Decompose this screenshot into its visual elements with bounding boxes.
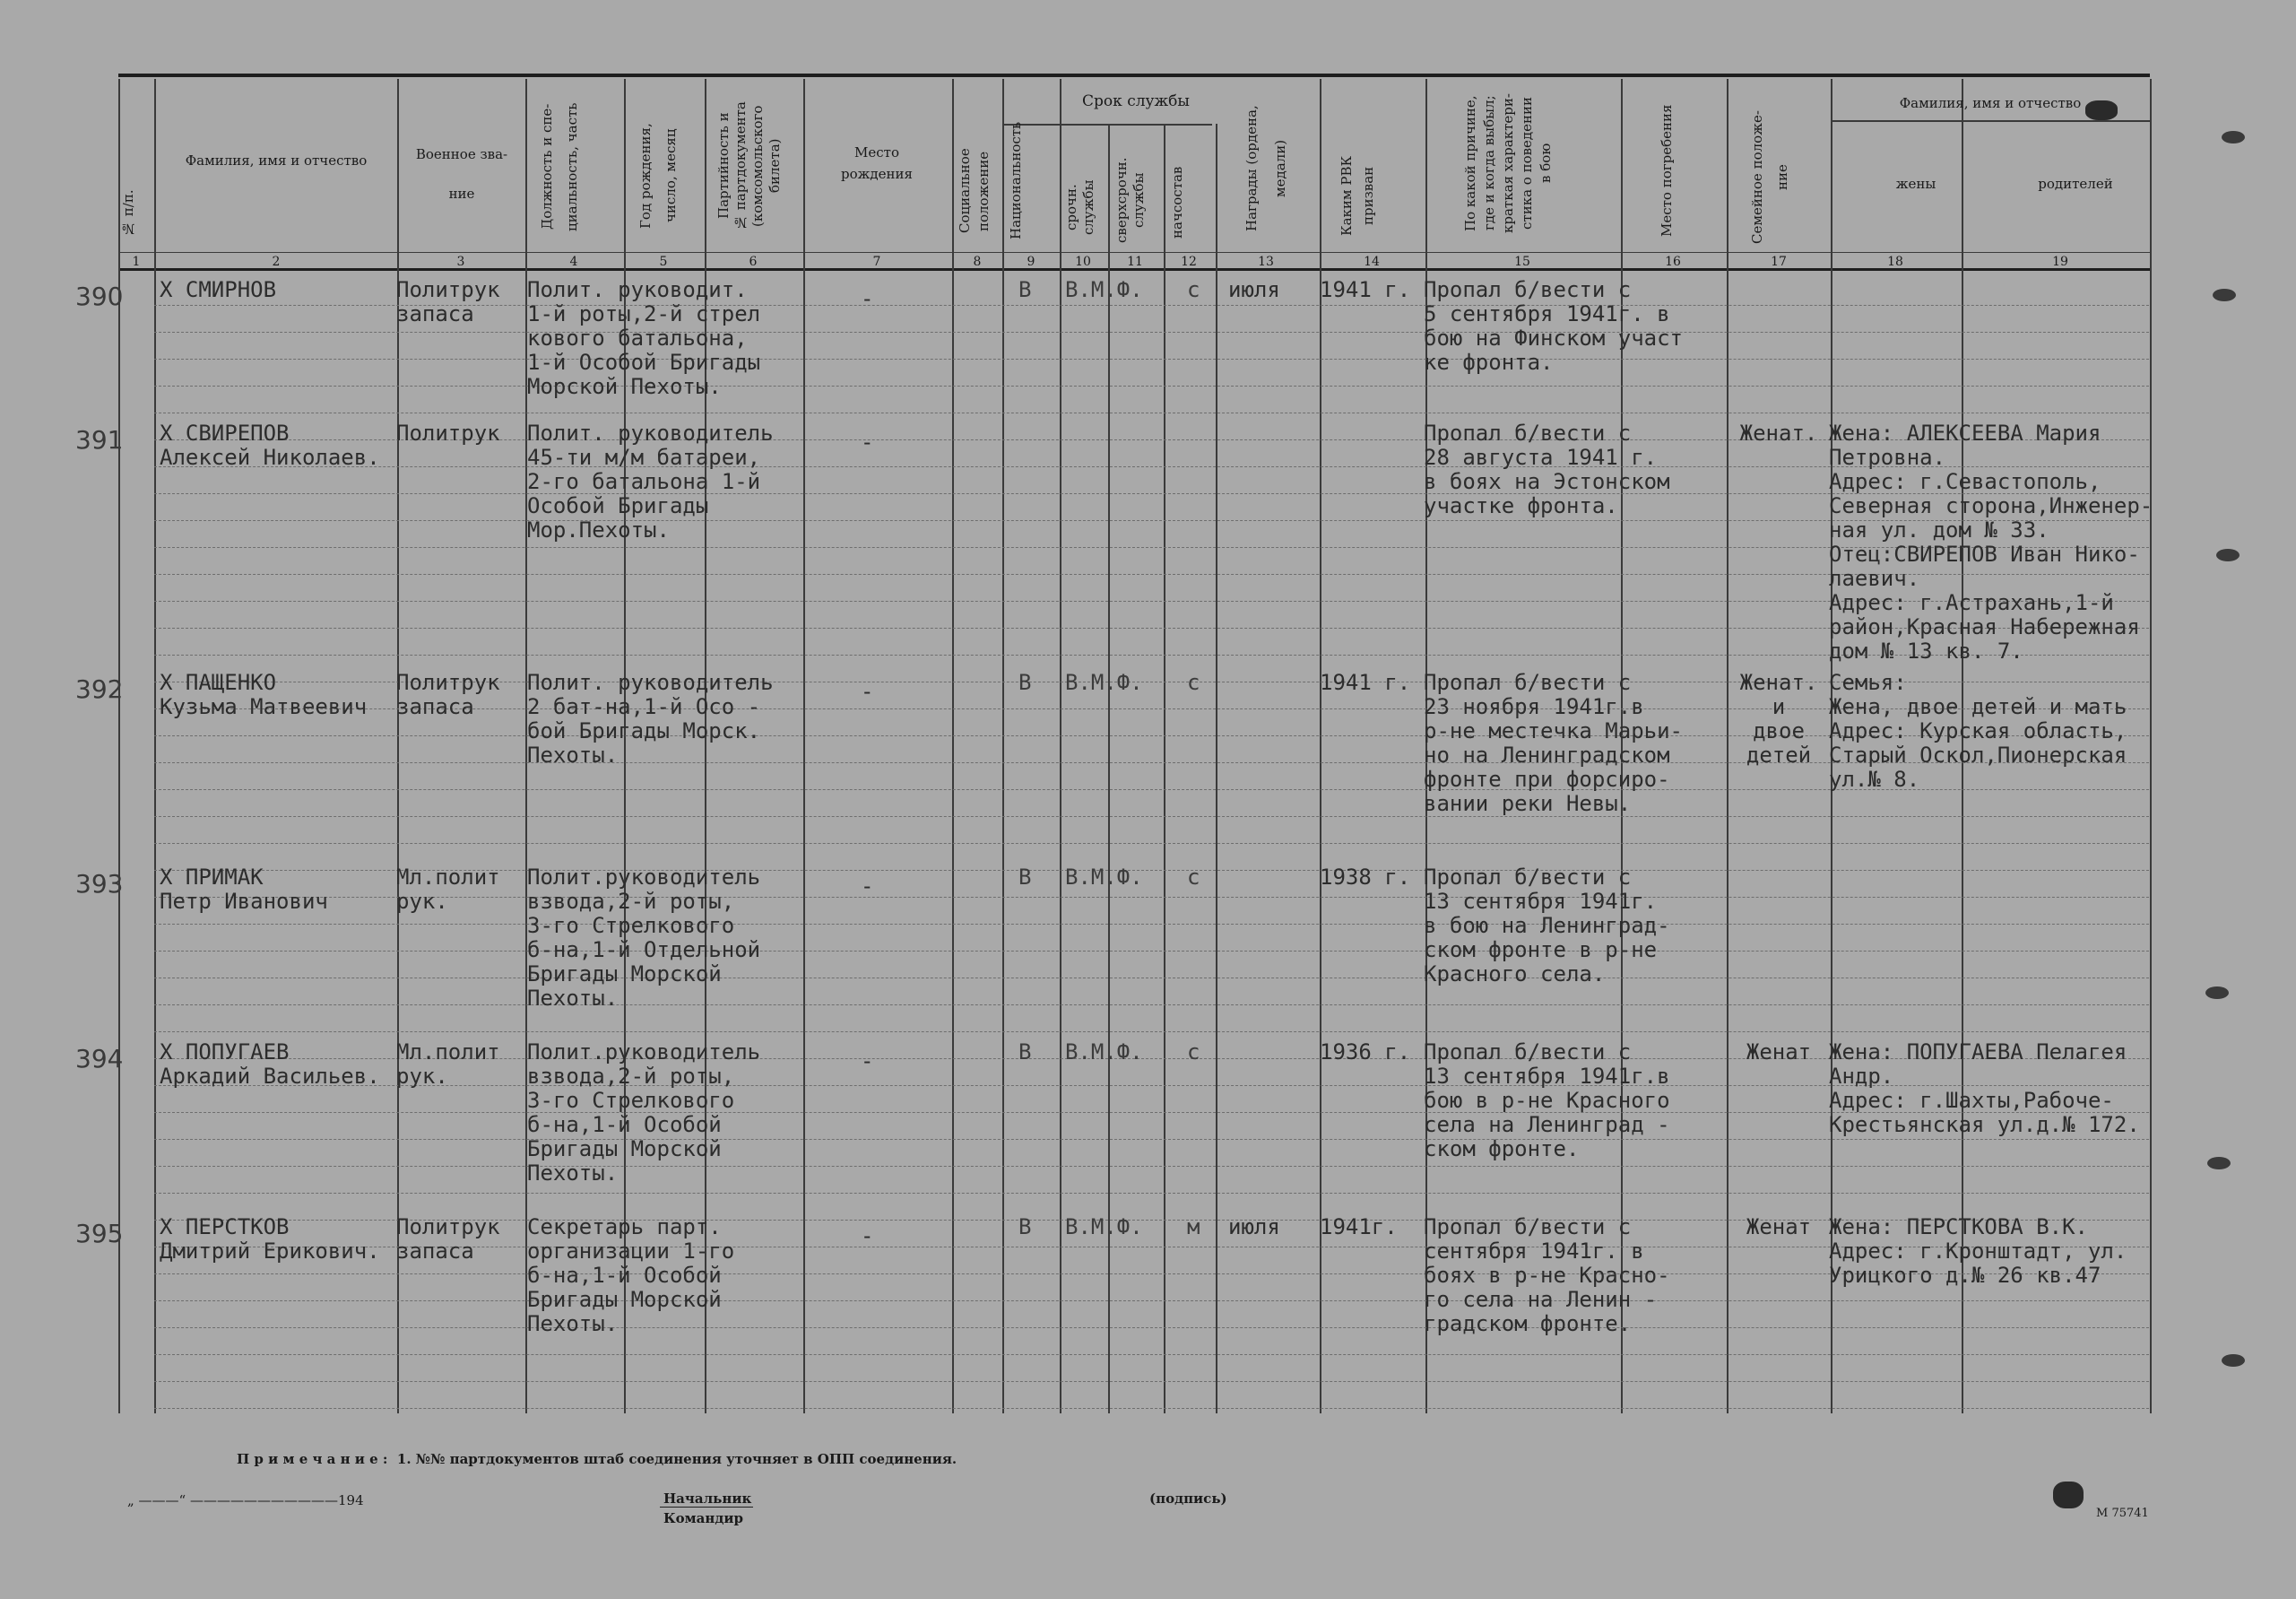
record-relatives: Жена: АЛЕКСЕЕВА Мария Петровна. Адрес: г.Севастополь, Северная сторона,Инженер- ная ул. дом № 33. Отец:СВИРЕПОВ Иван Нико- лаевич. Адрес: г.Астрахань,1-й район,Красная Набережная дом № 13 кв. 7. [1829, 421, 2153, 664]
header-nationality: Национальность [1008, 121, 1024, 239]
column-number: 18 [1887, 255, 1903, 269]
binder-hole [2207, 1157, 2231, 1169]
header-service-term: Срок службы [1082, 92, 1190, 110]
ruling-line [154, 386, 2149, 387]
record-family: Женат [1746, 1039, 1812, 1065]
record-post: Полит. руководитель 45-ти м/м батареи, 2-го батальона 1-й Особой Бригады Мор.Пехоты. [527, 421, 774, 543]
record-name: Х ПРИМАК Петр Иванович [160, 865, 328, 914]
header-rvk: Каким РВК призван [1339, 155, 1376, 236]
record-post: Полит. руководитель 2 бат-на,1-й Осо - бой Бригады Морск. Пехоты. [527, 670, 774, 768]
column-number: 6 [749, 255, 758, 269]
footer-stamp: М 75741 [2096, 1507, 2149, 1520]
ruling-line [154, 1300, 2149, 1301]
header-officer: начсостав [1169, 166, 1185, 239]
record-nach: м [1187, 1214, 1200, 1239]
column-number: 16 [1665, 255, 1681, 269]
binder-hole [2216, 549, 2240, 561]
column-number: 12 [1181, 255, 1197, 269]
fio-subheader-line [1831, 120, 2150, 122]
column-divider [1060, 79, 1061, 1413]
header-birthplace: Место рождения [840, 144, 913, 182]
column-divider [154, 79, 156, 1413]
footer-fraction-line [660, 1507, 753, 1508]
ruling-line [154, 1354, 2149, 1355]
record-rank: Политрук запаса [396, 670, 500, 719]
record-srok: В.М.Ф. [1065, 1214, 1143, 1239]
column-number: 2 [272, 255, 281, 269]
ruling-line [154, 359, 2149, 360]
record-no: 394 [75, 1044, 124, 1073]
record-family: Женат. [1739, 421, 1818, 446]
header-awards: Награды (ордена, медали) [1243, 105, 1288, 232]
record-nach: с [1187, 670, 1200, 695]
record-year: 1938 г. [1320, 865, 1411, 890]
binder-hole [2222, 1354, 2245, 1367]
column-number: 1 [132, 255, 141, 269]
record-rank: Мл.полит рук. [396, 865, 500, 914]
record-post: Полит.руководитель взвода,2-й роты, 3-го Стрелкового б-на,1-й Особой Бригады Морской Пехоты. [527, 1039, 761, 1186]
record-no: 395 [75, 1219, 124, 1248]
record-year: 1941 г. [1320, 277, 1411, 302]
header-reason: По какой причине, где и когда выбыл; краткая характери- стика о поведении в бою [1462, 93, 1554, 233]
record-birthplace: - [861, 679, 874, 704]
column-divider [803, 79, 805, 1413]
record-post: Полит. руководит. 1-й роты,2-й стрел кового батальона, 1-й Особой Бригады Морской Пехоты. [527, 277, 761, 399]
column-divider [118, 79, 120, 1413]
record-year: 1941г. [1320, 1214, 1398, 1239]
record-name: Х СМИРНОВ [160, 277, 277, 302]
record-birthplace: - [861, 1048, 874, 1073]
header-relatives-fio: Фамилия, имя и отчество [1899, 95, 2082, 111]
record-reason: Пропал б/вести с 13 сентября 1941г. в бою на Ленинград- ском фронте в р-не Красного села. [1424, 865, 1670, 986]
record-nation: В [1018, 670, 1032, 695]
header-fullname: Фамилия, имя и отчество [185, 152, 368, 169]
ruling-line [154, 951, 2149, 952]
column-number: 19 [2052, 255, 2068, 269]
column-divider [2150, 79, 2152, 1413]
column-number: 3 [456, 255, 465, 269]
ruling-line [154, 332, 2149, 333]
record-no: 390 [75, 282, 124, 311]
record-rank: Политрук запаса [396, 1214, 500, 1264]
header-family: Семейное положе- ние [1749, 110, 1790, 245]
header-extended: сверхсрочн. службы [1113, 157, 1147, 243]
ruling-line [154, 1193, 2149, 1194]
column-number: 8 [973, 255, 982, 269]
header-wife: жены [1895, 176, 1936, 192]
ruling-line [154, 924, 2149, 925]
header-social: Социальное положение [957, 148, 992, 234]
record-reason: Пропал б/вести с 23 ноября 1941г.в р-не местечка Марьи- но на Ленинградском фронте при форсиро- вании реки Невы. [1424, 670, 1683, 816]
record-relatives: Жена: ПОПУГАЕВА Пелагея Андр. Адрес: г.Шахты,Рабоче- Крестьянская ул.д.№ 172. [1829, 1039, 2140, 1137]
record-family: Женат [1746, 1214, 1812, 1239]
record-family: Женат. и двое детей [1739, 670, 1818, 768]
record-year: 1936 г. [1320, 1039, 1411, 1065]
header-parents: родителей [2038, 176, 2113, 192]
column-number: 13 [1258, 255, 1274, 269]
header-rank: Военное зва- ние [415, 146, 508, 202]
record-no: 391 [75, 425, 124, 455]
ruling-line [154, 1139, 2149, 1140]
ruling-line [154, 1327, 2149, 1328]
record-rank: Мл.полит рук. [396, 1039, 500, 1089]
record-srok: В.М.Ф. [1065, 865, 1143, 890]
record-post: Полит.руководитель взвода,2-й роты, 3-го Стрелкового б-на,1-й Отдельной Бригады Морской Пехоты. [527, 865, 761, 1011]
ruling-line [154, 1031, 2149, 1032]
header-party: Партийность и № партдокумента (комсомольского билета) [715, 101, 783, 230]
record-month: июля [1228, 1214, 1280, 1239]
footer-chief: Начальник [663, 1490, 752, 1507]
column-number-line [118, 252, 2150, 253]
header-number: № п/п. [120, 189, 136, 237]
record-srok: В.М.Ф. [1065, 277, 1143, 302]
record-no: 393 [75, 869, 124, 899]
record-rank: Политрук [396, 421, 500, 446]
ruling-line [154, 843, 2149, 844]
record-nach: с [1187, 277, 1200, 302]
record-srok: В.М.Ф. [1065, 1039, 1143, 1065]
ink-blot [2085, 100, 2118, 120]
record-no: 392 [75, 674, 124, 704]
ruling-line [154, 1166, 2149, 1167]
header-burial: Место погребения [1659, 104, 1675, 237]
column-number: 4 [569, 255, 578, 269]
record-nach: с [1187, 1039, 1200, 1065]
footer-commander: Командир [663, 1510, 743, 1526]
record-reason: Пропал б/вести с сентября 1941г. в боях в р-не Красно- го села на Ленин - градском фронте. [1424, 1214, 1670, 1336]
column-number: 7 [872, 255, 881, 269]
ruling-line [154, 1408, 2149, 1409]
record-reason: Пропал б/вести с 5 сентября 1941г. в бою на Финском участ ке фронта. [1424, 277, 1683, 375]
record-name: Х ПОПУГАЕВ Аркадий Васильев. [160, 1039, 380, 1089]
ink-blot [2053, 1482, 2084, 1508]
header-position: Должность и спе- циальность, часть [539, 102, 580, 231]
record-relatives: Жена: ПЕРСТКОВА В.К. Адрес: г.Кронштадт, ул. Урицкого д.№ 26 кв.47 [1829, 1214, 2127, 1288]
binder-hole [2222, 131, 2245, 143]
header-conscript: срочн. службы [1063, 179, 1096, 235]
record-birthplace: - [861, 1223, 874, 1248]
column-number: 14 [1364, 255, 1380, 269]
record-nation: В [1018, 865, 1032, 890]
record-birthplace: - [861, 286, 874, 311]
footer-signature-label: (подпись) [1149, 1490, 1227, 1507]
record-nation: В [1018, 1214, 1032, 1239]
record-birthplace: - [861, 430, 874, 455]
record-srok: В.М.Ф. [1065, 670, 1143, 695]
record-year: 1941 г. [1320, 670, 1411, 695]
header-birth-year: Год рождения, число, месяц [637, 123, 679, 229]
column-number: 10 [1075, 255, 1091, 269]
record-rank: Политрук запаса [396, 277, 500, 326]
binder-hole [2213, 289, 2236, 301]
record-reason: Пропал б/вести с 13 сентября 1941г.в бою в р-не Красного села на Ленинград - ском фронте. [1424, 1039, 1670, 1161]
record-birthplace: - [861, 873, 874, 899]
column-number: 9 [1027, 255, 1035, 269]
column-divider [952, 79, 954, 1413]
binder-hole [2205, 986, 2229, 999]
footer-note: П р и м е ч а н и е : 1. №№ партдокументов штаб соединения уточняет в ОПП соединения. [237, 1451, 957, 1467]
column-divider [1002, 79, 1004, 1413]
record-nation: В [1018, 277, 1032, 302]
record-nation: В [1018, 1039, 1032, 1065]
record-name: Х ПЕРСТКОВ Дмитрий Ерикович. [160, 1214, 380, 1264]
column-number: 5 [659, 255, 668, 269]
column-number: 11 [1127, 255, 1143, 269]
record-reason: Пропал б/вести с 28 августа 1941 г. в боях на Эстонском участке фронта. [1424, 421, 1670, 518]
ruling-line [154, 1004, 2149, 1005]
record-nach: с [1187, 865, 1200, 890]
table-top-border [118, 74, 2150, 77]
column-number: 15 [1514, 255, 1530, 269]
record-name: Х ПАЩЕНКО Кузьма Матвеевич [160, 670, 368, 719]
ruling-line [154, 816, 2149, 817]
ruling-line [154, 1381, 2149, 1382]
record-name: Х СВИРЕПОВ Алексей Николаев. [160, 421, 380, 470]
record-relatives: Семья: Жена, двое детей и мать Адрес: Курская область, Старый Оскол,Пионерская ул.№ 8. [1829, 670, 2127, 792]
footer-date: „ ———“ ———————————194 [127, 1492, 364, 1508]
record-post: Секретарь парт. организации 1-го б-на,1-й Особой Бригады Морской Пехоты. [527, 1214, 735, 1336]
record-month: июля [1228, 277, 1280, 302]
column-number: 17 [1771, 255, 1787, 269]
